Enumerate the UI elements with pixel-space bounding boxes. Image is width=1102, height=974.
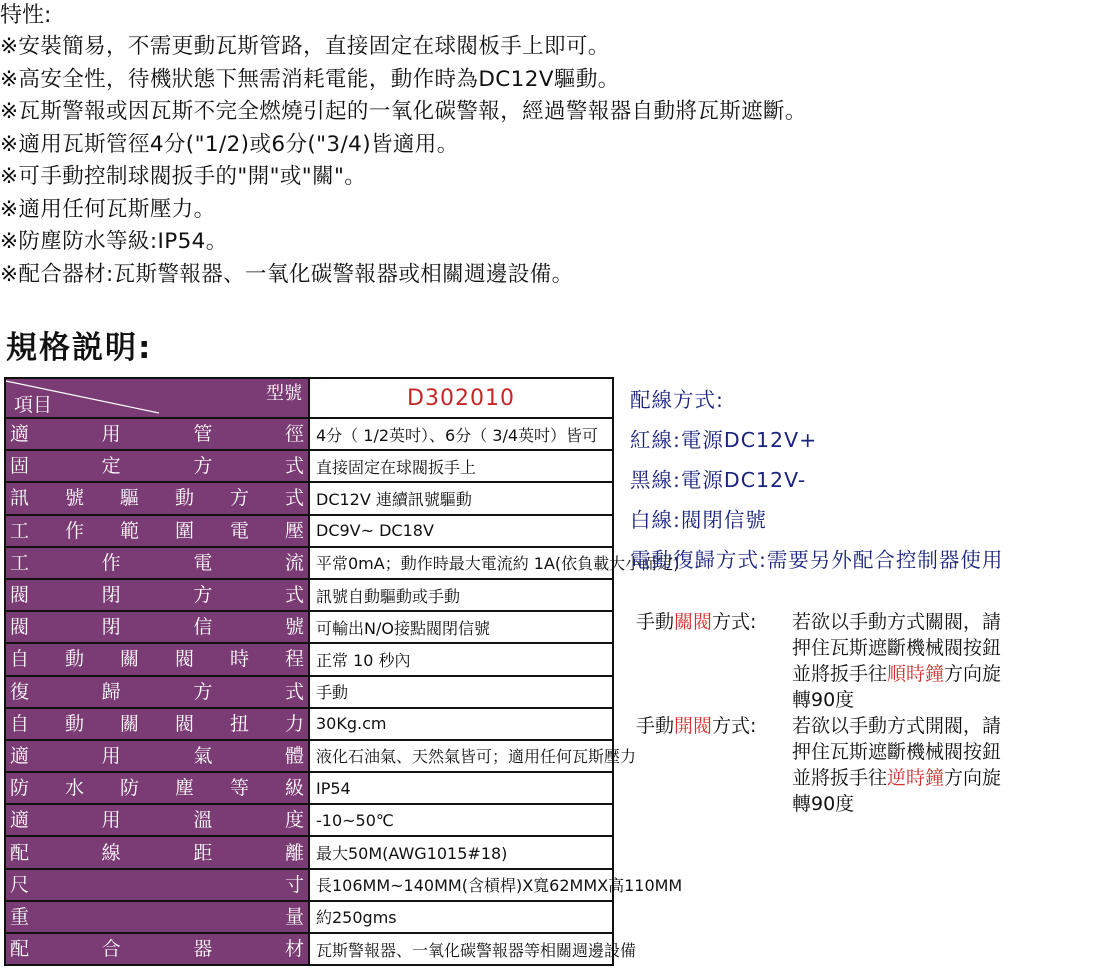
spec-row xyxy=(5,901,613,933)
spec-row xyxy=(5,836,613,868)
wiring-red: 紅線:電源DC12V+ xyxy=(630,428,818,452)
spec-row-value: 30Kg.cm xyxy=(309,708,613,740)
spec-row-value: DC12V 連續訊號驅動 xyxy=(309,482,613,514)
spec-row-label: 重量 xyxy=(5,901,309,933)
spec-row-value: 可輸出N/O接點閥閉信號 xyxy=(309,611,613,643)
spec-row-label: 復歸方式 xyxy=(5,676,309,708)
item-label: 項目 xyxy=(14,394,53,416)
wiring-title: 配線方式: xyxy=(630,388,724,412)
spec-row-value: -10~50℃ xyxy=(309,804,613,836)
feature-list xyxy=(0,31,807,291)
spec-row-label: 配合器材 xyxy=(5,933,309,965)
spec-row xyxy=(5,869,613,901)
spec-row-label: 自動關閥扭力 xyxy=(5,708,309,740)
manual-open-block xyxy=(636,713,1082,817)
spec-row-value: IP54 xyxy=(309,772,613,804)
spec-row xyxy=(5,515,613,547)
spec-row-label: 閥閉信號 xyxy=(5,611,309,643)
feature-item: ※安裝簡易，不需更動瓦斯管路，直接固定在球閥板手上即可。 xyxy=(0,34,610,59)
spec-row-value: 約250gms xyxy=(309,901,613,933)
model-label: 型號 xyxy=(266,383,302,404)
spec-row xyxy=(5,740,613,772)
spec-heading: 規格説明: xyxy=(6,330,153,366)
spec-row xyxy=(5,579,613,611)
spec-row-label: 訊號驅動方式 xyxy=(5,482,309,514)
model-value: D302010 xyxy=(309,378,613,418)
feature-item: ※防塵防水等級:IP54。 xyxy=(0,229,228,254)
spec-row xyxy=(5,547,613,579)
feature-item: ※可手動控制球閥扳手的"開"或"關"。 xyxy=(0,164,367,189)
spec-rows xyxy=(5,418,683,965)
spec-row-value: 手動 xyxy=(309,676,613,708)
spec-row-value: 平常0mA；動作時最大電流約 1A(依負載大小而定) xyxy=(309,547,613,579)
spec-row-label: 尺寸 xyxy=(5,869,309,901)
spec-row-label: 適用氣體 xyxy=(5,740,309,772)
spec-row-value: 直接固定在球閥扳手上 xyxy=(309,450,613,482)
wiring-section xyxy=(630,380,1003,580)
spec-row-value: 訊號自動驅動或手動 xyxy=(309,579,613,611)
manual-close-block xyxy=(636,609,1082,713)
spec-row-label: 適用管徑 xyxy=(5,418,309,450)
spec-row-label: 固定方式 xyxy=(5,450,309,482)
spec-row xyxy=(5,772,613,804)
spec-row-label: 防水防塵等級 xyxy=(5,772,309,804)
spec-row-label: 閥閉方式 xyxy=(5,579,309,611)
wiring-reset: 電動復歸方式:需要另外配合控制器使用 xyxy=(630,548,1004,572)
spec-row xyxy=(5,933,613,965)
manual-close-body: 若欲以手動方式關閥，請 押住瓦斯遮斷機械閥按鈕 並將扳手往順時鐘方向旋 轉90度 xyxy=(792,611,1002,711)
manual-open-body: 若欲以手動方式開閥，請 押住瓦斯遮斷機械閥按鈕 並將扳手往逆時鐘方向旋 轉90度 xyxy=(792,715,1002,815)
feature-item: ※適用任何瓦斯壓力。 xyxy=(0,196,216,222)
spec-row-label: 自動關閥時程 xyxy=(5,643,309,675)
spec-row-label: 工作範圍電壓 xyxy=(5,515,309,547)
manual-close-lead: 手動關閥方式: xyxy=(636,611,757,633)
feature-item: ※高安全性，待機狀態下無需消耗電能，動作時為DC12V驅動。 xyxy=(0,66,620,92)
spec-row-value: 長106MM~140MM(含槓桿)X寬62MMX高110MM xyxy=(309,869,613,901)
spec-row xyxy=(5,676,613,708)
spec-row-label: 適用溫度 xyxy=(5,804,309,836)
features-heading: 特性: xyxy=(0,3,52,28)
spec-row-value: 正常 10 秒內 xyxy=(309,643,613,675)
spec-row xyxy=(5,482,613,514)
spec-row-value: 瓦斯警報器、一氧化碳警報器等相關週邊設備 xyxy=(309,933,613,965)
spec-row xyxy=(5,611,613,643)
manual-operation xyxy=(636,609,1082,817)
feature-item: ※配合器材:瓦斯警報器、一氧化碳警報器或相關週邊設備。 xyxy=(0,261,574,287)
spec-row xyxy=(5,418,613,450)
spec-header-label-cell xyxy=(5,378,309,418)
wiring-white: 白線:閥閉信號 xyxy=(630,508,767,532)
feature-item: ※適用瓦斯管徑4分("1/2)或6分("3/4)皆適用。 xyxy=(0,131,459,157)
spec-row xyxy=(5,708,613,740)
spec-row-value: 4分（ 1/2英吋）、6分（ 3/4英吋）皆可 xyxy=(309,418,613,450)
spec-row-value: 最大50M(AWG1015#18) xyxy=(309,836,613,868)
spec-row xyxy=(5,643,613,675)
manual-open-lead: 手動開閥方式: xyxy=(636,715,757,737)
spec-row-value: DC9V~ DC18V xyxy=(309,515,613,547)
spec-row-label: 工作電流 xyxy=(5,547,309,579)
spec-row xyxy=(5,804,613,836)
spec-row xyxy=(5,450,613,482)
feature-item: ※瓦斯警報或因瓦斯不完全燃燒引起的一氧化碳警報，經過警報器自動將瓦斯遮斷。 xyxy=(0,99,807,124)
spec-row-label: 配線距離 xyxy=(5,836,309,868)
wiring-black: 黑線:電源DC12V- xyxy=(630,468,807,492)
spec-header-row xyxy=(5,378,613,418)
spec-row-value: 液化石油氣、天然氣皆可；適用任何瓦斯壓力 xyxy=(309,740,613,772)
